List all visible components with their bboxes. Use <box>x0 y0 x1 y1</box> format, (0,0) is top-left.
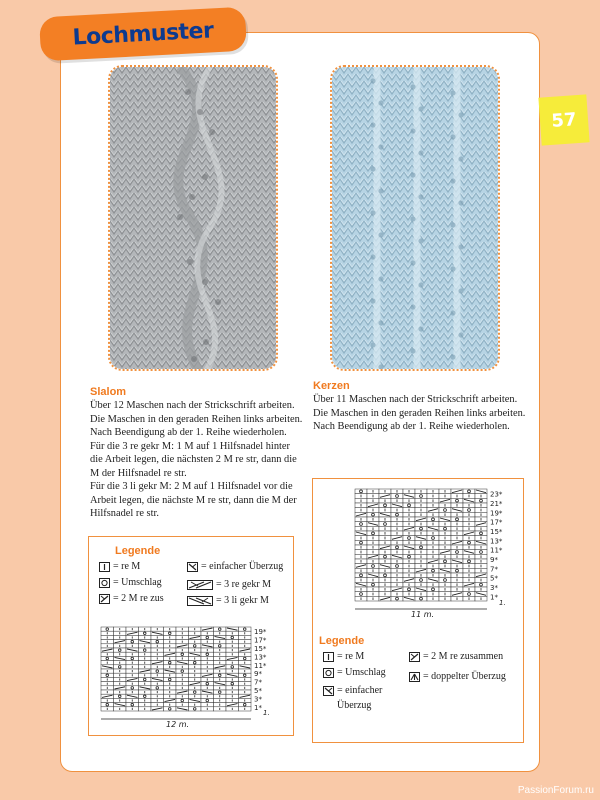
row-label: 15* <box>254 645 267 653</box>
first-row-label: 1. <box>499 599 506 607</box>
row-label: 23* <box>490 490 503 499</box>
eyelet-mark <box>410 216 415 221</box>
slalom-line-6: M der Hilfsnadel re str. <box>90 467 187 479</box>
slalom-legend-ssk <box>187 561 283 573</box>
eyelet-mark <box>458 112 463 117</box>
row-label: 17* <box>490 518 503 527</box>
bar-icon <box>99 562 110 572</box>
eyelet-mark <box>378 100 383 105</box>
eyelet-mark <box>450 354 455 359</box>
eyelet-mark <box>450 222 455 227</box>
kerzen-description <box>313 380 529 434</box>
kerzen-legend-ssk-cont <box>337 700 371 712</box>
eyelet-mark <box>370 298 375 303</box>
stitch-count-label: 11 m. <box>411 610 435 619</box>
eyelet-mark <box>450 310 455 315</box>
kerzen-line-2: Die Maschen in den geraden Reihen links arbeiten. <box>313 407 526 419</box>
eyelet-mark <box>410 128 415 133</box>
slalom-legend-left-cross <box>187 595 269 607</box>
row-label: 17* <box>254 636 267 645</box>
kerzen-legend-yarnover <box>323 667 386 679</box>
eyelet-mark <box>450 266 455 271</box>
slalom-line-4: Für die 3 re gekr M: 1 M auf 1 Hilfsnadel hinter <box>90 440 290 452</box>
kerzen-legend-ssk-label-cont: Überzug <box>337 700 372 711</box>
kerzen-legend-double-label: = doppelter Überzug <box>423 671 506 682</box>
stitch-count-label: 12 m. <box>166 720 190 729</box>
slalom-knit-texture <box>110 67 278 371</box>
eyelet-mark <box>458 332 463 337</box>
eyelet-mark <box>378 144 383 149</box>
watermark: PassionForum.ru <box>517 785 594 796</box>
slalom-legend-left-cross-label: = 3 li gekr M <box>216 595 269 606</box>
eyelet-mark <box>378 232 383 237</box>
kerzen-legend-ssk <box>323 685 382 697</box>
slalom-legend-right-cross-label: = 3 re gekr M <box>216 579 272 590</box>
eyelet-mark <box>370 166 375 171</box>
kerzen-heading: Kerzen <box>313 380 350 392</box>
eyelet-mark <box>410 348 415 353</box>
row-label: 11* <box>254 661 267 670</box>
slalom-heading: Slalom <box>90 386 127 398</box>
eyelet-mark <box>450 90 455 95</box>
slalom-chart-box <box>88 536 294 736</box>
kerzen-swatch-photo <box>330 65 500 371</box>
eyelet-mark <box>370 210 375 215</box>
page-number-badge <box>538 94 589 145</box>
row-label: 13* <box>490 537 503 546</box>
page-title: Lochmuster <box>72 17 214 51</box>
first-row-label: 1. <box>263 709 270 717</box>
row-label: 19* <box>254 628 267 637</box>
slalom-line-8: Arbeit legen, die nächste M re str, dann die M der <box>90 494 297 506</box>
slalom-legend-yarnover <box>99 577 162 589</box>
slalom-line-3: Nach Beendigung ab der 1. Reihe wiederholen. <box>90 427 287 438</box>
eyelet-mark <box>378 276 383 281</box>
left-decrease-icon <box>187 562 198 572</box>
circle-icon <box>323 668 334 678</box>
slalom-swatch-photo <box>108 65 278 371</box>
left-cross-icon <box>187 596 213 606</box>
slalom-line-5: die Arbeit legen, die nächsten 2 M re str, dann die <box>90 454 297 465</box>
eyelet-mark <box>410 304 415 309</box>
eyelet-mark <box>418 150 423 155</box>
bar-icon <box>323 652 334 662</box>
row-label: 7* <box>490 565 498 574</box>
eyelet-mark <box>410 260 415 265</box>
kerzen-line-3: Nach Beendigung ab der 1. Reihe wiederholen. <box>313 421 510 432</box>
eyelet-mark <box>450 134 455 139</box>
slalom-stitch-chart <box>99 625 289 733</box>
circle-icon <box>99 578 110 588</box>
eyelet-mark <box>370 122 375 127</box>
kerzen-legend-ssk-label: = einfacher <box>337 685 383 696</box>
right-cross-icon <box>187 580 213 590</box>
eyelet-mark <box>458 288 463 293</box>
slalom-legend-yarnover-label: = Umschlag <box>113 577 162 588</box>
slalom-legend-knit-label: = re M <box>113 561 141 572</box>
chart-grid <box>101 627 251 711</box>
slalom-line-7: Für die 3 li gekr M: 2 M auf 1 Hilfsnadel vor die <box>90 481 293 492</box>
eyelet-mark <box>418 326 423 331</box>
row-label: 15* <box>490 528 503 536</box>
right-decrease-icon <box>409 652 420 662</box>
eyelet-mark <box>378 188 383 193</box>
row-label: 11* <box>490 546 503 555</box>
eyelet-mark <box>370 78 375 83</box>
left-decrease-icon <box>323 686 334 696</box>
eyelet-mark <box>418 106 423 111</box>
eyelet-mark <box>410 172 415 177</box>
row-label: 19* <box>490 509 503 518</box>
eyelet-mark <box>378 364 383 369</box>
slalom-legend-ssk-label: = einfacher Überzug <box>201 561 284 572</box>
eyelet-mark <box>458 244 463 249</box>
kerzen-legend-k2tog-label: = 2 M re zusammen <box>423 651 504 662</box>
eyelet-mark <box>458 200 463 205</box>
kerzen-stitch-chart <box>343 487 523 627</box>
right-decrease-icon <box>99 594 110 604</box>
slalom-legend-title: Legende <box>115 545 161 557</box>
row-label: 13* <box>254 653 267 662</box>
eyelet-mark <box>370 254 375 259</box>
kerzen-line-1: Über 11 Maschen nach der Strickschrift arbeiten. <box>313 394 518 405</box>
eyelet-mark <box>418 282 423 287</box>
eyelet-mark <box>418 370 423 371</box>
slalom-legend-k2tog <box>99 593 164 605</box>
slalom-legend-right-cross <box>187 579 271 591</box>
row-label: 21* <box>490 500 503 508</box>
eyelet-mark <box>458 156 463 161</box>
kerzen-legend-k2tog <box>409 651 503 663</box>
row-label: 1* <box>254 703 262 712</box>
double-decrease-icon <box>409 672 420 682</box>
slalom-line-2: Die Maschen in den geraden Reihen links arbeiten. <box>90 413 303 425</box>
kerzen-legend-knit-label: = re M <box>337 651 365 662</box>
page-number: 57 <box>550 108 578 132</box>
row-label: 3* <box>254 695 262 704</box>
row-label: 5* <box>490 574 498 583</box>
kerzen-knit-texture <box>332 67 500 371</box>
eyelet-mark <box>450 178 455 183</box>
row-label: 5* <box>254 687 262 695</box>
slalom-legend-knit <box>99 561 140 573</box>
eyelet-mark <box>410 84 415 89</box>
row-label: 9* <box>254 670 262 679</box>
row-label: 1* <box>490 593 498 602</box>
row-label: 3* <box>490 584 498 592</box>
slalom-legend-k2tog-label: = 2 M re zus <box>113 593 164 604</box>
eyelet-mark <box>418 238 423 243</box>
kerzen-legend-knit <box>323 651 364 663</box>
slalom-line-9: Hilfsnadel re str. <box>90 508 159 519</box>
kerzen-legend-double <box>409 671 506 683</box>
eyelet-mark <box>378 320 383 325</box>
kerzen-legend-yarnover-label: = Umschlag <box>337 667 386 678</box>
kerzen-chart-box <box>312 478 524 743</box>
eyelet-mark <box>370 342 375 347</box>
row-label: 9* <box>490 556 498 564</box>
slalom-line-1: Über 12 Maschen nach der Strickschrift arbeiten. <box>90 400 295 411</box>
slalom-description <box>90 386 306 521</box>
chart-grid <box>355 489 487 601</box>
kerzen-legend-title: Legende <box>319 635 365 647</box>
eyelet-mark <box>418 194 423 199</box>
row-label: 7* <box>254 678 262 687</box>
